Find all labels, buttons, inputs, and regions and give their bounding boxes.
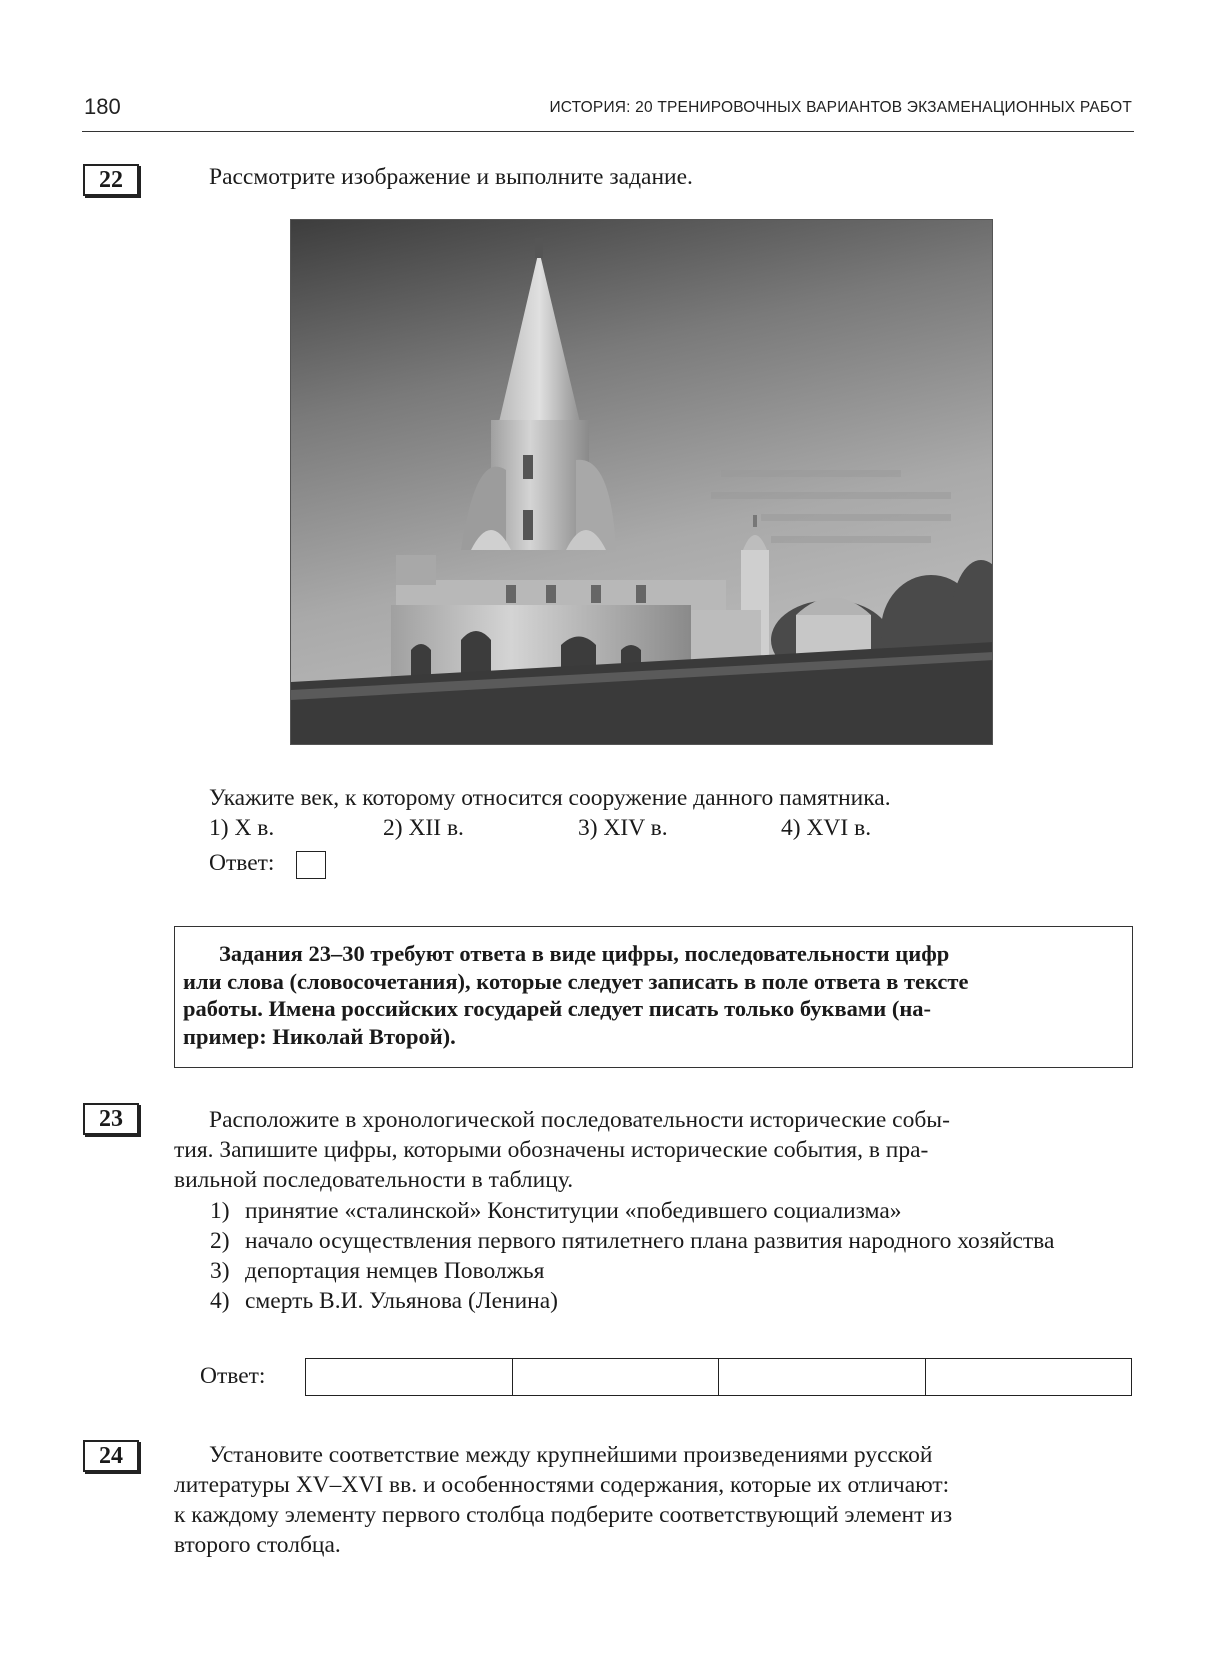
- notice-line: пример: Николай Второй).: [183, 1023, 456, 1049]
- task-22-answer-box[interactable]: [296, 851, 326, 879]
- task-24-line: литературы XV–XVI вв. и особенностями содержания, которые их отличают:: [174, 1472, 950, 1498]
- list-item: [210, 1256, 1165, 1286]
- page-number: 180: [84, 94, 121, 119]
- answer-cell[interactable]: [926, 1359, 1132, 1395]
- task-24-line: к каждому элементу первого столбца подберите соответствующий элемент из: [174, 1502, 953, 1528]
- task-24-line: второго столбца.: [174, 1532, 341, 1558]
- answer-cell[interactable]: [513, 1359, 720, 1395]
- task-22-answer-label: Ответ:: [209, 850, 275, 876]
- task-22-option-1: 1) X в.: [209, 815, 275, 841]
- task-23-number: 23: [83, 1103, 139, 1135]
- task-22-option-4: 4) XVI в.: [781, 815, 872, 841]
- instructions-notice: [174, 926, 1133, 1068]
- task-24-line: Установите соответствие между крупнейшими произведениями русской: [209, 1442, 933, 1468]
- item-number: 2): [210, 1228, 230, 1254]
- item-text: начало осуществления первого пятилетнего плана развития народного хозяйства: [245, 1228, 1055, 1254]
- task-22-option-3: 3) XIV в.: [578, 815, 668, 841]
- task-23-answer-grid: [305, 1358, 1132, 1396]
- task-22-instruction: Рассмотрите изображение и выполните задание.: [209, 164, 693, 190]
- list-item: [210, 1196, 1165, 1226]
- church-photo: [290, 219, 993, 745]
- task-23-line: тия. Запишите цифры, которыми обозначены исторические события, в пра-: [174, 1137, 929, 1163]
- item-text: смерть В.И. Ульянова (Ленина): [245, 1288, 558, 1314]
- task-23-answer-label: Ответ:: [200, 1363, 266, 1389]
- task-23-line: Расположите в хронологической последовательности исторические собы-: [209, 1107, 950, 1133]
- item-text: принятие «сталинской» Конституции «победившего социализма»: [245, 1198, 902, 1224]
- notice-line: Задания 23–30 требуют ответа в виде цифры, последовательности цифр: [219, 941, 950, 966]
- notice-line: работы. Имена российских государей следует писать только буквами (на-: [183, 996, 932, 1021]
- task-23-line: вильной последовательности в таблицу.: [174, 1167, 574, 1193]
- task-22-number: 22: [83, 164, 139, 196]
- list-item: [210, 1286, 1165, 1316]
- item-number: 3): [210, 1258, 230, 1284]
- running-head: ИСТОРИЯ: 20 ТРЕНИРОВОЧНЫХ ВАРИАНТОВ ЭКЗАМЕНАЦИОННЫХ РАБОТ: [549, 99, 1132, 116]
- task-23-text: [174, 1105, 1132, 1195]
- task-22-question: Укажите век, к которому относится сооружение данного памятника.: [209, 785, 891, 811]
- item-number: 4): [210, 1288, 230, 1314]
- answer-cell[interactable]: [719, 1359, 926, 1395]
- answer-cell[interactable]: [306, 1359, 513, 1395]
- list-item: [210, 1226, 1165, 1256]
- notice-line: или слова (словосочетания), которые следует записать в поле ответа в тексте: [183, 968, 969, 994]
- task-24-text: [174, 1440, 1132, 1560]
- item-number: 1): [210, 1198, 230, 1224]
- header-divider: [82, 131, 1134, 132]
- item-text: депортация немцев Поволжья: [245, 1258, 545, 1284]
- task-24-number: 24: [83, 1440, 139, 1472]
- task-23-events: [210, 1196, 1165, 1316]
- task-22-option-2: 2) XII в.: [383, 815, 464, 841]
